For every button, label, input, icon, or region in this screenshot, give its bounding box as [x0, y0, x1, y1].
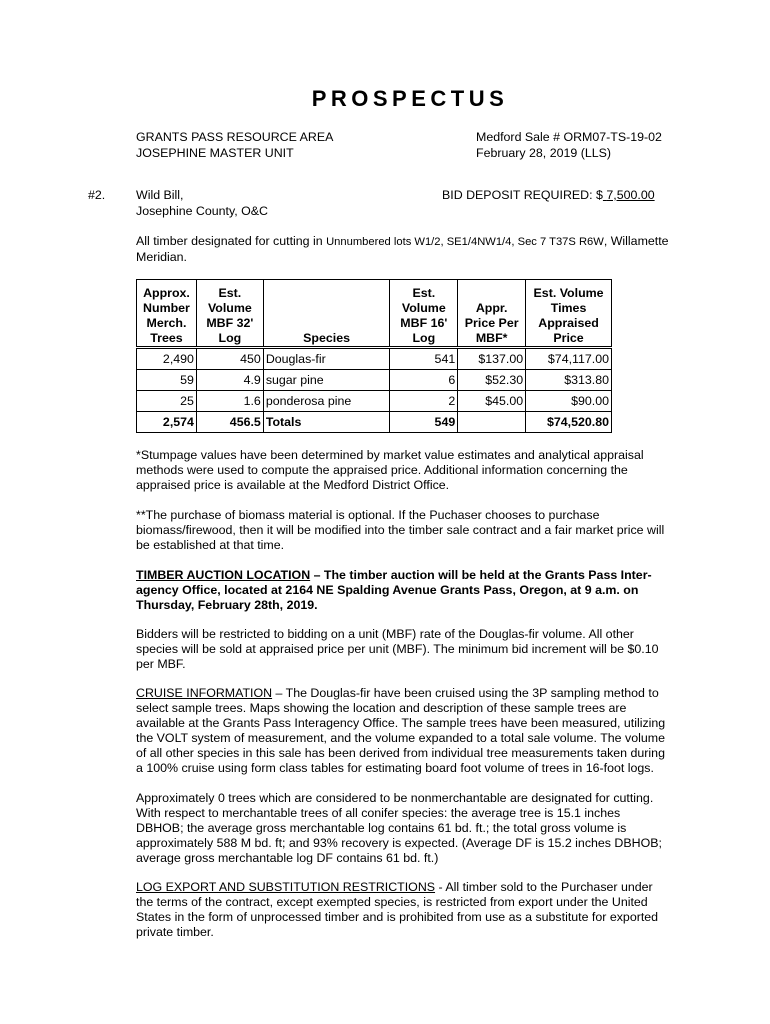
cell-trees: 2,490 [137, 348, 197, 370]
page-title: PROSPECTUS [311, 86, 509, 111]
total-value: $74,520.80 [526, 412, 612, 433]
header-price: Appr. Price Per MBF* [458, 280, 526, 348]
cell-price: $52.30 [458, 370, 526, 391]
cell-vol16: 2 [390, 391, 458, 412]
bid-deposit-label: BID DEPOSIT REQUIRED: [442, 188, 593, 202]
table-header-row [137, 280, 612, 348]
cell-trees: 59 [137, 370, 197, 391]
cell-vol32: 1.6 [196, 391, 263, 412]
resource-area: GRANTS PASS RESOURCE AREA [136, 130, 334, 144]
total-label: Totals [263, 412, 390, 433]
export-restrictions: LOG EXPORT AND SUBSTITUTION RESTRICTIONS - All timber sold to the Purchaser under the terms of the contract, except exempted species, is restricted from export under the United States in the form of unprocessed timber and is prohibited from use as a substitute for exported private timber. [136, 880, 659, 939]
header-vol32: Est. Volume MBF 32' Log [196, 280, 263, 348]
sale-date: February 28, 2019 (LLS) [476, 146, 611, 160]
cell-vol32: 450 [196, 348, 263, 370]
table-row [137, 391, 612, 412]
master-unit: JOSEPHINE MASTER UNIT [136, 146, 294, 160]
sale-location: Josephine County, O&C [136, 204, 269, 218]
biomass-note: **The purchase of biomass material is optional. If the Puchaser chooses to purchase biomass/firewood, then it will be modified into the timber sale contract and a fair market price will be established at that time. [136, 508, 665, 552]
total-price [458, 412, 526, 433]
sale-item-number: #2. [88, 188, 106, 202]
designation-line-2: Meridian. [136, 250, 187, 264]
cell-species: ponderosa pine [263, 391, 390, 412]
cell-vol16: 541 [390, 348, 458, 370]
auction-location: TIMBER AUCTION LOCATION – The timber auction will be held at the Grants Pass Inter- agency Office, located at 2164 NE Spalding Avenue Grants Pass, Oregon, at 9 a.m. on Thursday, February 28th, 2019. [136, 568, 652, 612]
sale-number: Medford Sale # ORM07-TS-19-02 [476, 130, 662, 144]
total-trees: 2,574 [137, 412, 197, 433]
sale-name: Wild Bill, [136, 188, 184, 202]
bid-deposit-currency: $ [596, 188, 603, 202]
bid-deposit [442, 187, 681, 203]
timber-volume-table [136, 279, 612, 433]
cell-value: $74,117.00 [526, 348, 612, 370]
cell-trees: 25 [137, 391, 197, 412]
cell-price: $45.00 [458, 391, 526, 412]
merchantability-info: Approximately 0 trees which are considered to be nonmerchantable are designated for cutting. With respect to merchantable trees of all conifer species: the average tree is 15.1 inches DBHOB; the average gross merchantable log contains 61 bd. ft.; the total gross volume is approximately 588 M bd. ft; and 93% recovery is expected. (Average DF is 15.2 inches DBHOB; average gross merchantable log DF contains 61 bd. ft.) [136, 791, 662, 865]
header-value: Est. Volume Times Appraised Price [526, 280, 612, 348]
header-species: Species [263, 280, 390, 348]
cell-vol16: 6 [390, 370, 458, 391]
total-vol16: 549 [390, 412, 458, 433]
cell-value: $90.00 [526, 391, 612, 412]
designation-lots: Unnumbered lots W1/2, SE1/4NW1/4, Sec 7 T37S R6W [326, 236, 604, 248]
header-vol16: Est. Volume MBF 16' Log [390, 280, 458, 348]
total-vol32: 456.5 [196, 412, 263, 433]
cruise-heading: CRUISE INFORMATION [136, 686, 273, 700]
table-row [137, 348, 612, 370]
cruise-info: CRUISE INFORMATION – The Douglas-fir have been cruised using the 3P sampling method to select sample trees. Maps showing the location and description of these sample trees are available at the Grants Pass Interagency Office. The sample trees have been measured, utilizing the VOLT system of measurement, and the volume expanded to a total sale volume. The volume of all other species in this sale has been derived from individual tree measurements taken during a 100% cruise using form class tables for estimating board foot volume of trees in 16-foot logs. [136, 686, 666, 775]
table-row [137, 370, 612, 391]
designation-line: All timber designated for cutting in Unnumbered lots W1/2, SE1/4NW1/4, Sec 7 T37S R6W, Willamette [136, 234, 669, 248]
bid-deposit-amount: 7,500.00 [606, 188, 655, 202]
bidding-info: Bidders will be restricted to bidding on a unit (MBF) rate of the Douglas-fir volume. All other species will be sold at appraised price per unit (MBF). The minimum bid increment will be $0.10 per MBF. [136, 627, 659, 671]
cell-species: Douglas-fir [263, 348, 390, 370]
cell-vol32: 4.9 [196, 370, 263, 391]
export-heading: LOG EXPORT AND SUBSTITUTION RESTRICTIONS [136, 880, 436, 894]
table-total-row [137, 412, 612, 433]
auction-heading: TIMBER AUCTION LOCATION [136, 568, 311, 582]
cell-price: $137.00 [458, 348, 526, 370]
cell-species: sugar pine [263, 370, 390, 391]
header-trees: Approx. Number Merch. Trees [137, 280, 197, 348]
cell-value: $313.80 [526, 370, 612, 391]
stumpage-note: *Stumpage values have been determined by market value estimates and analytical appraisal methods were used to compute the appraised price. Additional information concerning the appraised price is available at the Medford District Office. [136, 448, 644, 492]
